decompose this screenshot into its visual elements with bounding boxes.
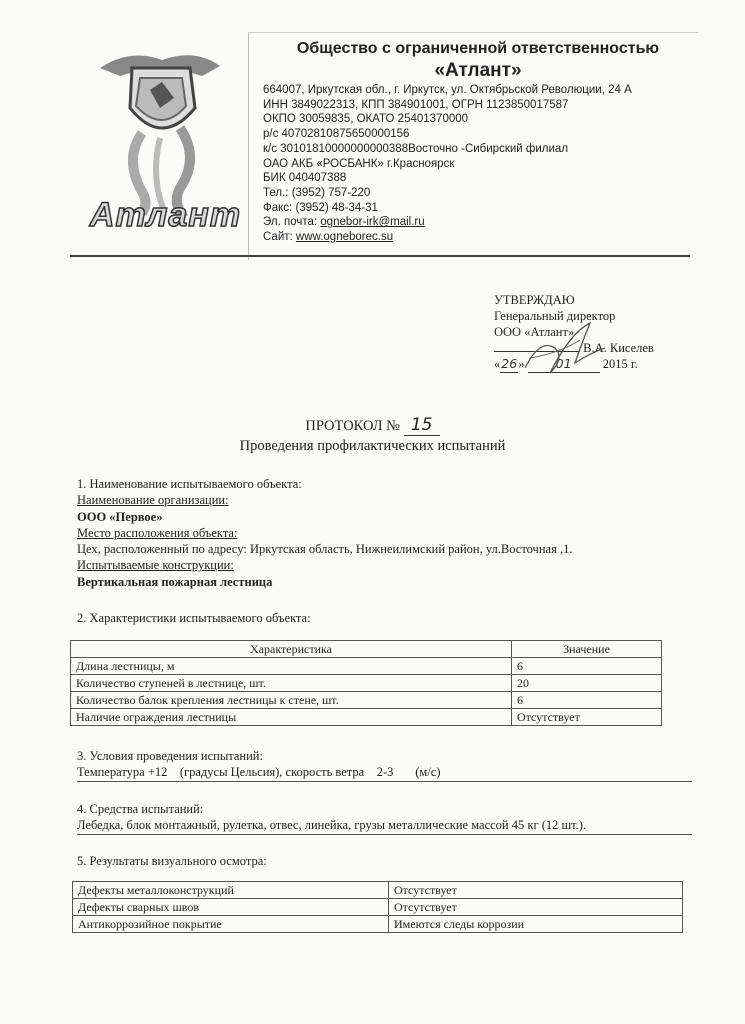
row-name: Количество балок крепления лестницы к стене, шт. [71, 692, 512, 709]
table-row [71, 692, 662, 709]
conditions-line [77, 764, 692, 781]
approve-line2: Генеральный директор [494, 309, 616, 323]
table-row [71, 675, 662, 692]
date-year: 2015 г. [602, 357, 638, 371]
test-equipment: Лебедка, блок монтажный, рулетка, отвес, линейка, грузы металлические массой 45 кг (12 шт.). [77, 817, 692, 834]
header-divider [70, 255, 690, 257]
row-value: Имеются следы коррозии [389, 916, 683, 933]
site-line [263, 230, 632, 245]
approve-line3: ООО «Атлант» [494, 325, 575, 339]
signature-icon [520, 318, 610, 380]
site-label: Сайт: [263, 231, 296, 244]
location-value: Цех, расположенный по адресу: Иркутская область, Нижнеилимский район, ул.Восточная ,1. [77, 542, 573, 557]
email-link[interactable]: ognebor-irk@mail.ru [320, 216, 425, 229]
section-1 [77, 476, 697, 590]
email-label: Эл. почта: [263, 216, 321, 229]
inspection-table [72, 881, 683, 933]
header-frame-left [248, 32, 249, 260]
company-logo [80, 38, 245, 253]
temperature: Температура +12 [77, 765, 168, 780]
protocol-title-block [0, 415, 745, 456]
table-row [71, 709, 662, 726]
approve-signer: В.А. Киселев [583, 341, 654, 355]
row-value: Отсутствует [389, 899, 683, 916]
org-label: Наименование организации: [77, 493, 229, 508]
section-4 [77, 801, 692, 835]
section5-heading: 5. Результаты визуального осмотра: [77, 854, 267, 868]
row-value: Отсутствует [512, 709, 662, 726]
protocol-title [0, 415, 745, 436]
table-row [71, 658, 662, 675]
section-3 [77, 748, 692, 782]
fax: Факс: (3952) 48-34-31 [263, 201, 378, 214]
wind-speed: 2-3 [376, 765, 394, 780]
structure-label: Испытываемые конструкции: [77, 558, 234, 573]
okpo: ОКПО 30059835, ОКАТО 25401370000 [263, 113, 469, 126]
date-close-quote: » [518, 357, 525, 371]
row-value: 6 [512, 658, 662, 675]
characteristics-table [70, 640, 662, 726]
row-name: Наличие ограждения лестницы [71, 709, 512, 726]
table-header-row [71, 641, 662, 658]
section4-heading: 4. Средства испытаний: [77, 802, 204, 816]
approve-line1: УТВЕРЖДАЮ [494, 293, 575, 307]
structure-value: Вертикальная пожарная лестница [77, 574, 273, 589]
row-name: Количество ступеней в лестнице, шт. [71, 675, 512, 692]
table-row [73, 899, 683, 916]
table-row [73, 882, 683, 899]
col-characteristic-header: Характеристика [71, 641, 512, 658]
site-link[interactable]: www.ogneborec.su [295, 231, 394, 244]
section3-heading: 3. Условия проведения испытаний: [77, 749, 263, 763]
email-line [263, 215, 632, 230]
protocol-subtitle: Проведения профилактических испытаний [239, 438, 506, 454]
tel: Тел.: (3952) 757-220 [263, 186, 371, 199]
company-name [258, 38, 698, 82]
company-line1: Общество с ограниченной ответственностью [296, 40, 660, 57]
header-frame-top [248, 32, 698, 33]
bank: ОАО АКБ «РОСБАНК» г.Красноярск [263, 157, 455, 170]
org-value: ООО «Первое» [77, 509, 163, 524]
company-line2: «Атлант» [434, 60, 522, 81]
row-name: Длина лестницы, м [71, 658, 512, 675]
bik: БИК 040407388 [263, 172, 347, 185]
col-value-header: Значение [512, 641, 662, 658]
logo-text: Атлант [89, 196, 242, 234]
address: 664007, Иркутская обл., г. Иркутск, ул. Октябрьской Революции, 24 А [263, 84, 632, 96]
temperature-unit: (градусы Цельсия), скорость ветра [179, 765, 365, 780]
row-value: 20 [512, 675, 662, 692]
protocol-number: 15 [404, 415, 440, 436]
row-name: Дефекты металлоконструкций [73, 882, 389, 899]
date-open-quote: « [494, 357, 501, 371]
section2-heading: 2. Характеристики испытываемого объекта: [77, 611, 311, 625]
company-requisites [263, 83, 632, 245]
date-day: 26 [501, 356, 518, 371]
rs: р/с 40702810875650000156 [263, 128, 410, 141]
ks: к/с 30101810000000000388Восточно -Сибирский филиал [263, 142, 569, 155]
row-name: Антикоррозийное покрытие [73, 916, 389, 933]
location-label: Место расположения объекта: [77, 525, 238, 540]
table-row [73, 916, 683, 933]
row-name: Дефекты сварных швов [73, 899, 389, 916]
wind-unit: (м/с) [415, 765, 441, 780]
section1-heading: 1. Наименование испытываемого объекта: [77, 477, 302, 491]
inn: ИНН 3849022313, КПП 384901001, ОГРН 1123850017587 [263, 98, 569, 111]
row-value: Отсутствует [389, 882, 683, 899]
protocol-title-prefix: ПРОТОКОЛ № [305, 418, 401, 434]
row-value: 6 [512, 692, 662, 709]
date-month: 01 [528, 356, 600, 373]
